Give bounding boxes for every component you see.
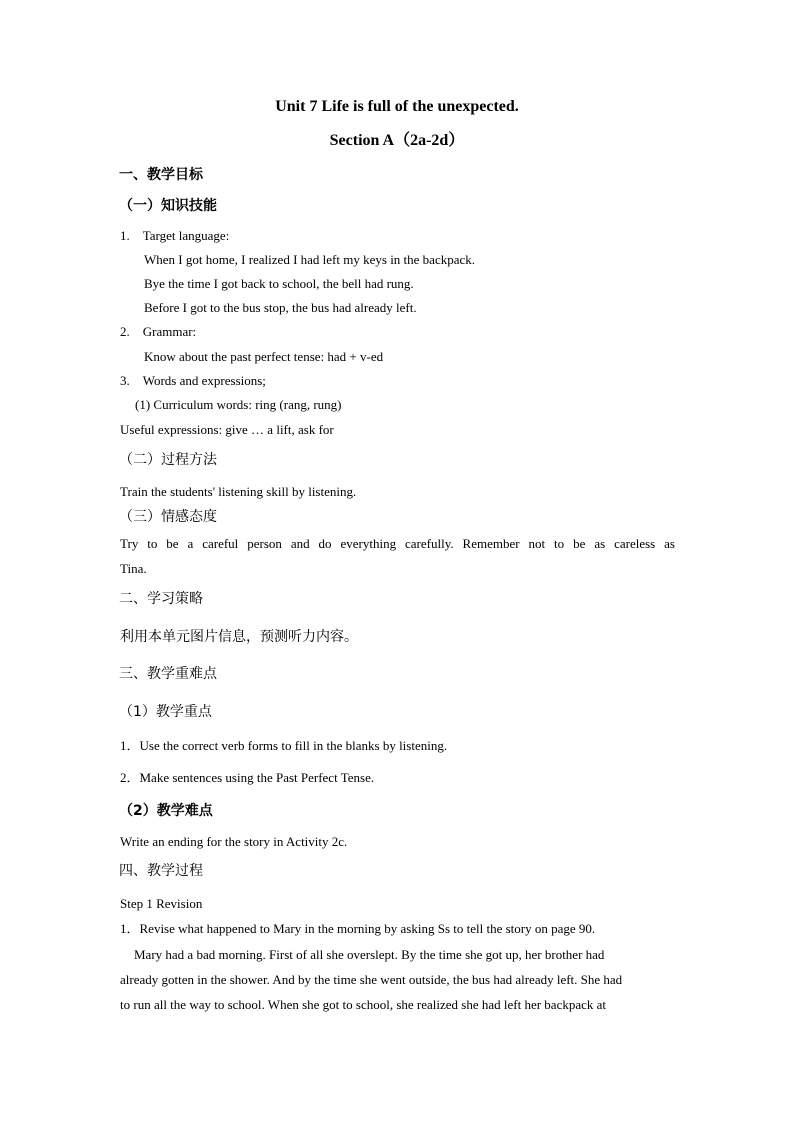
step1-title: Step 1 Revision bbox=[120, 896, 203, 911]
heading-key-difficult-points: 三、教学重难点 bbox=[119, 666, 217, 682]
subheading-emotional-attitude: （三）情感态度 bbox=[119, 509, 217, 525]
heading-teaching-process: 四、教学过程 bbox=[119, 863, 203, 879]
list-item-grammar: 2. Grammar: bbox=[120, 324, 197, 339]
curriculum-words: (1) Curriculum words: ring (rang, rung) bbox=[135, 397, 342, 412]
key-point-1: 1．Use the correct verb forms to fill in the blanks by listening. bbox=[120, 738, 448, 753]
subheading-difficult-points: （2）教学难点 bbox=[119, 803, 213, 819]
subheading-key-points: （1）教学重点 bbox=[119, 704, 212, 720]
useful-expressions: Useful expressions: give … a lift, ask for bbox=[120, 422, 334, 437]
example-sentence-3: Before I got to the bus stop, the bus had already left. bbox=[144, 300, 417, 315]
story-line-3: to run all the way to school. When she got to school, she realized she had left her backpack at bbox=[120, 997, 607, 1012]
list-item-words: 3. Words and expressions; bbox=[120, 373, 266, 388]
learning-strategy-text: 利用本单元图片信息，预测听力内容。 bbox=[120, 629, 358, 645]
subheading-knowledge-skills: （一）知识技能 bbox=[119, 198, 217, 214]
heading-learning-strategy: 二、学习策略 bbox=[119, 591, 203, 607]
story-line-1: Mary had a bad morning. First of all she overslept. By the time she got up, her brother had bbox=[134, 947, 605, 962]
section-title: Section A（2a-2d） bbox=[329, 132, 465, 149]
subheading-process-methods: （二）过程方法 bbox=[119, 452, 217, 468]
heading-teaching-objectives: 一、教学目标 bbox=[119, 167, 203, 183]
list-item-target-language: 1. Target language: bbox=[120, 228, 230, 243]
example-sentence-1: When I got home, I realized I had left my keys in the backpack. bbox=[144, 252, 476, 267]
story-line-2: already gotten in the shower. And by the time she went outside, the bus had already left. She had bbox=[120, 972, 623, 987]
emotional-attitude-text-line1: Try to be a careful person and do everything carefully. Remember not to be as careless as bbox=[120, 536, 675, 551]
key-point-2: 2．Make sentences using the Past Perfect Tense. bbox=[120, 770, 375, 785]
document-title: Unit 7 Life is full of the unexpected. bbox=[275, 98, 519, 115]
step1-instruction: 1．Revise what happened to Mary in the morning by asking Ss to tell the story on page 90. bbox=[120, 921, 596, 936]
process-methods-text: Train the students' listening skill by listening. bbox=[120, 484, 357, 499]
emotional-attitude-text-line2: Tina. bbox=[120, 561, 147, 576]
difficult-point-1: Write an ending for the story in Activity 2c. bbox=[120, 834, 348, 849]
grammar-text: Know about the past perfect tense: had + v-ed bbox=[144, 349, 384, 364]
example-sentence-2: Bye the time I got back to school, the bell had rung. bbox=[144, 276, 414, 291]
